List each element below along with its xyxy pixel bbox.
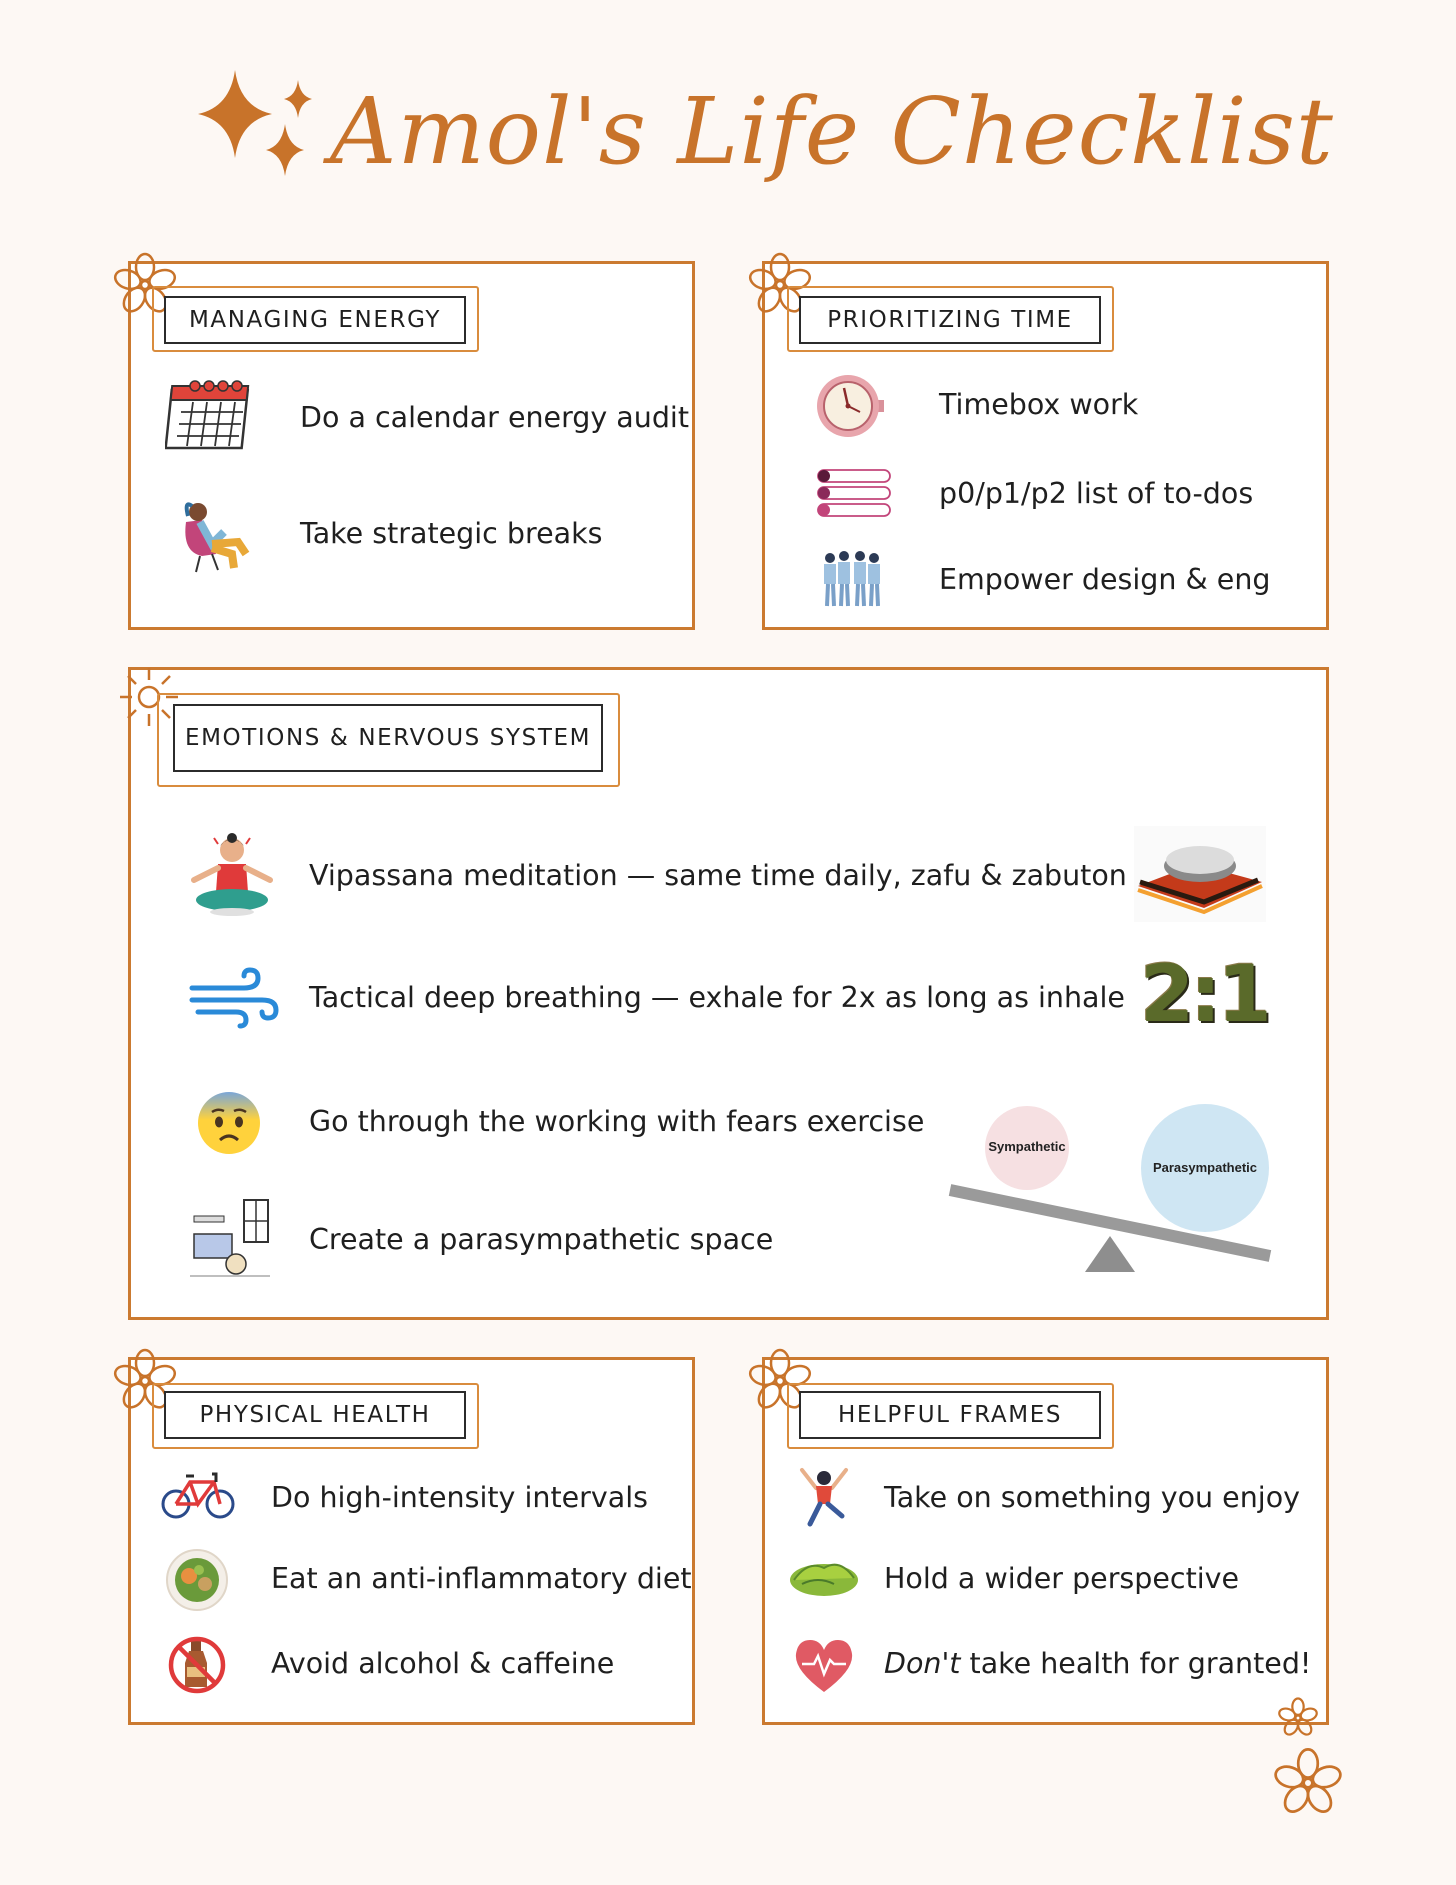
time-item-1-text: Timebox work — [939, 388, 1139, 421]
physical-health-label: PHYSICAL HEALTH — [164, 1391, 466, 1439]
emotions-item-4-text: Create a parasympathetic space — [309, 1223, 774, 1256]
time-item-3-text: Empower design & eng — [939, 563, 1271, 596]
flower-icon — [1276, 1696, 1320, 1740]
clock-icon — [814, 372, 888, 440]
landscape-icon — [788, 1554, 860, 1600]
managing-energy-label: MANAGING ENERGY — [164, 296, 466, 344]
page-title: Amol's Life Checklist — [330, 78, 1334, 185]
emotions-item-2-text: Tactical deep breathing — exhale for 2x as long as inhale — [309, 981, 1125, 1014]
helpful-frames-label: HELPFUL FRAMES — [799, 1391, 1101, 1439]
energy-item-1-text: Do a calendar energy audit — [300, 401, 690, 434]
team-icon — [818, 548, 886, 608]
calendar-icon — [165, 378, 257, 452]
relaxing-person-icon — [172, 492, 264, 574]
list-icon — [814, 466, 894, 522]
no-alcohol-icon — [167, 1635, 227, 1695]
ratio-badge: 2:1 — [1140, 950, 1268, 1040]
wind-icon — [188, 966, 280, 1030]
sparkle-icon — [190, 62, 325, 177]
bicycle-icon — [160, 1468, 236, 1522]
anxious-face-icon — [196, 1090, 262, 1156]
frames-item-2-text: Hold a wider perspective — [884, 1562, 1240, 1595]
physical-item-3-text: Avoid alcohol & caffeine — [271, 1647, 615, 1680]
frames-item-3-rest: take health for granted! — [960, 1647, 1312, 1680]
sympathetic-label: Sympathetic — [988, 1139, 1066, 1154]
emotions-item-3-text: Go through the working with fears exercise — [309, 1105, 925, 1138]
emotions-label: EMOTIONS & NERVOUS SYSTEM — [173, 704, 603, 772]
emotions-item-1-text: Vipassana meditation — same time daily, zafu & zabuton — [309, 859, 1127, 892]
meditation-icon — [186, 832, 278, 920]
physical-item-1-text: Do high-intensity intervals — [271, 1481, 648, 1514]
salad-icon — [165, 1548, 229, 1612]
frames-item-1-text: Take on something you enjoy — [884, 1481, 1300, 1514]
parasympathetic-label: Parasympathetic — [1152, 1160, 1258, 1175]
physical-item-2-text: Eat an anti-inflammatory diet — [271, 1562, 692, 1595]
zafu-cushion-icon — [1134, 826, 1266, 922]
flower-icon — [1270, 1745, 1346, 1821]
room-icon — [188, 1196, 272, 1280]
energy-item-2-text: Take strategic breaks — [300, 517, 603, 550]
time-item-2-text: p0/p1/p2 list of to-dos — [939, 477, 1254, 510]
jumping-person-icon — [796, 1466, 852, 1530]
heart-pulse-icon — [792, 1636, 856, 1694]
frames-item-3-text — [884, 1646, 1311, 1682]
seesaw-diagram — [940, 1098, 1280, 1278]
frames-item-3-emphasis: Don't — [884, 1647, 961, 1680]
prioritizing-time-label: PRIORITIZING TIME — [799, 296, 1101, 344]
